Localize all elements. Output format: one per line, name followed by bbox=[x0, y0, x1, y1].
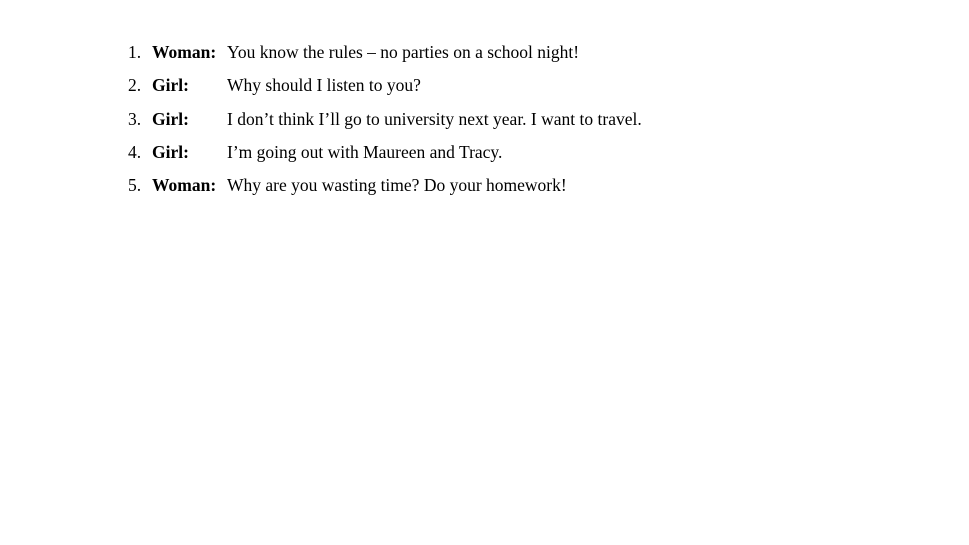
utterance-text: I don’t think I’ll go to university next year. I want to travel. bbox=[227, 108, 642, 129]
dialogue-line bbox=[128, 109, 642, 142]
line-number: 4. bbox=[128, 141, 142, 162]
dialogue-line bbox=[128, 75, 642, 108]
utterance-text: Why are you wasting time? Do your homework! bbox=[227, 175, 567, 196]
dialogue-line bbox=[128, 142, 642, 175]
dialogue-line bbox=[128, 175, 642, 208]
speaker-label: Woman: bbox=[152, 175, 217, 196]
line-number: 3. bbox=[128, 108, 142, 129]
utterance-text: You know the rules – no parties on a school night! bbox=[227, 42, 580, 62]
utterance-text: I’m going out with Maureen and Tracy. bbox=[227, 141, 503, 162]
utterance-text: Why should I listen to you? bbox=[227, 75, 421, 96]
line-number: 5. bbox=[128, 175, 142, 196]
dialogue-line bbox=[128, 42, 642, 75]
speaker-label: Girl: bbox=[152, 75, 189, 96]
speaker-label: Woman: bbox=[152, 42, 217, 62]
speaker-label: Girl: bbox=[152, 141, 189, 162]
line-number: 1. bbox=[128, 42, 142, 62]
dialogue-list bbox=[128, 42, 642, 208]
speaker-label: Girl: bbox=[152, 108, 189, 129]
line-number: 2. bbox=[128, 75, 142, 96]
